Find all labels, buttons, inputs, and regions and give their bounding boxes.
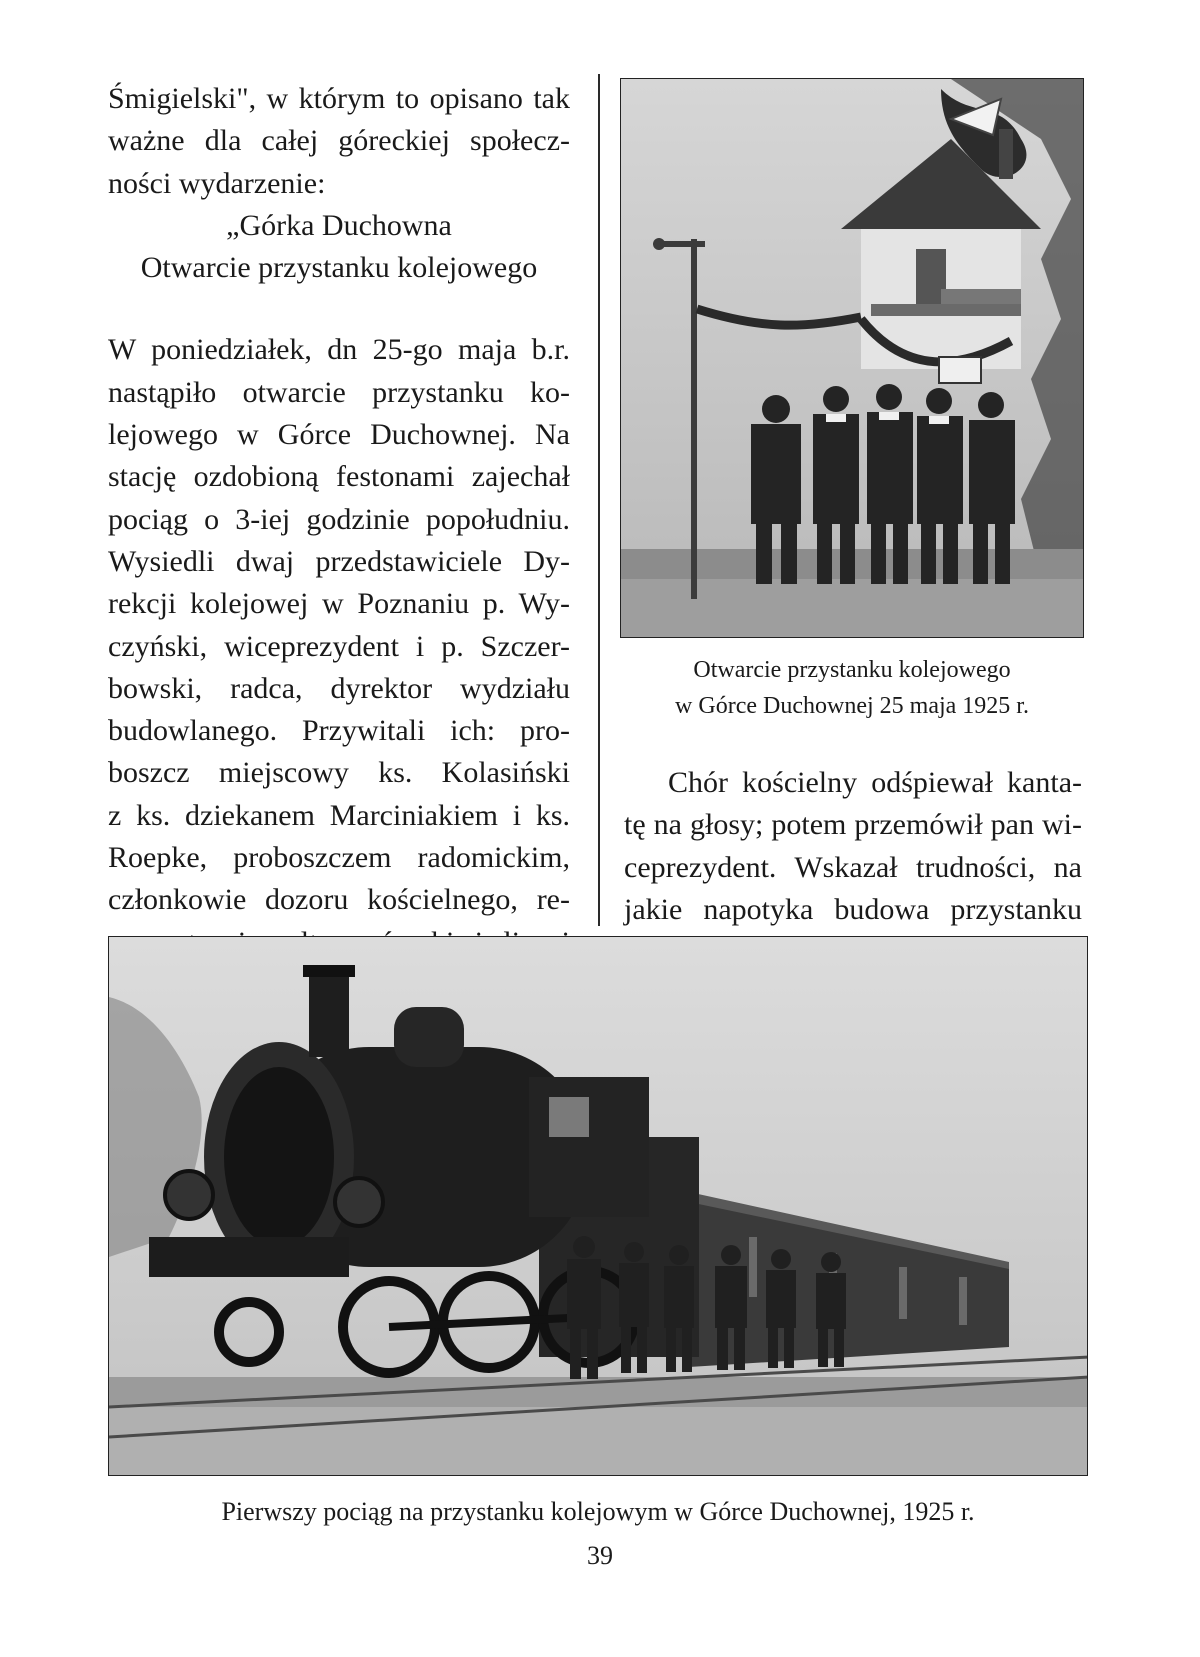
text-line: bowski, radca, dyrektor wydziału — [108, 671, 570, 705]
text-line: budowlanego. Przywitali ich: pro- — [108, 714, 570, 748]
text-line: stację ozdobioną festonami zajechał — [108, 460, 570, 494]
station-opening-photo — [620, 78, 1084, 638]
train-photo-caption: Pierwszy pociąg na przystanku kolejowym w Górce Duchownej, 1925 r. — [221, 1497, 975, 1526]
text-line: ważne dla całej góreckiej społecz- — [108, 124, 570, 158]
left-column-text — [108, 78, 570, 1006]
text-line: boszcz miejscowy ks. Kolasiński — [108, 756, 570, 790]
text-line: pociąg o 3-iej godzinie popołudniu. — [108, 502, 570, 536]
station-photo-caption — [620, 652, 1084, 724]
quote-subheading: Otwarcie przystanku kolejowego — [140, 251, 538, 285]
text-line: ności wydarzenie: — [108, 166, 326, 200]
caption-line: Otwarcie przystanku kolejowego — [693, 657, 1011, 683]
intro-paragraph — [108, 78, 570, 205]
column-divider — [598, 74, 600, 926]
text-line: lejowego w Górce Duchownej. Na — [108, 418, 570, 452]
text-line: ceprezydent. Wskazał trudności, na — [624, 850, 1082, 884]
text-line: Śmigielski", w którym to opisano tak — [108, 82, 570, 115]
text-line: jakie napotyka budowa przystanku — [624, 892, 1082, 926]
text-line: Chór kościelny odśpiewał kanta- — [668, 766, 1082, 799]
first-train-photo — [108, 936, 1088, 1476]
station-photo-illustration — [621, 79, 1084, 638]
page-number: 39 — [587, 1541, 613, 1570]
text-line: Roepke, proboszczem radomickim, — [108, 841, 570, 875]
text-line: nastąpiło otwarcie przystanku ko- — [108, 375, 570, 409]
right-column-text — [624, 762, 1082, 931]
text-line: członkowie dozoru kościelnego, re- — [108, 883, 570, 917]
quoted-report-paragraph — [108, 329, 570, 1006]
text-line: tę na głosy; potem przemówił pan wi- — [624, 808, 1082, 842]
choir-paragraph — [624, 762, 1082, 931]
locomotive-photo-illustration — [109, 937, 1088, 1476]
text-line: z ks. dziekanem Marciniakiem i ks. — [108, 798, 570, 832]
text-line: czyński, wiceprezydent i p. Szczer- — [108, 629, 570, 663]
text-line: Wysiedli dwaj przedstawiciele Dy- — [108, 544, 570, 578]
caption-line: w Górce Duchownej 25 maja 1925 r. — [675, 693, 1029, 719]
text-line: rekcji kolejowej w Poznaniu p. Wy- — [108, 587, 570, 621]
text-line: W poniedziałek, dn 25-go maja b.r. — [108, 333, 570, 367]
quote-heading: „Górka Duchowna — [226, 208, 452, 242]
